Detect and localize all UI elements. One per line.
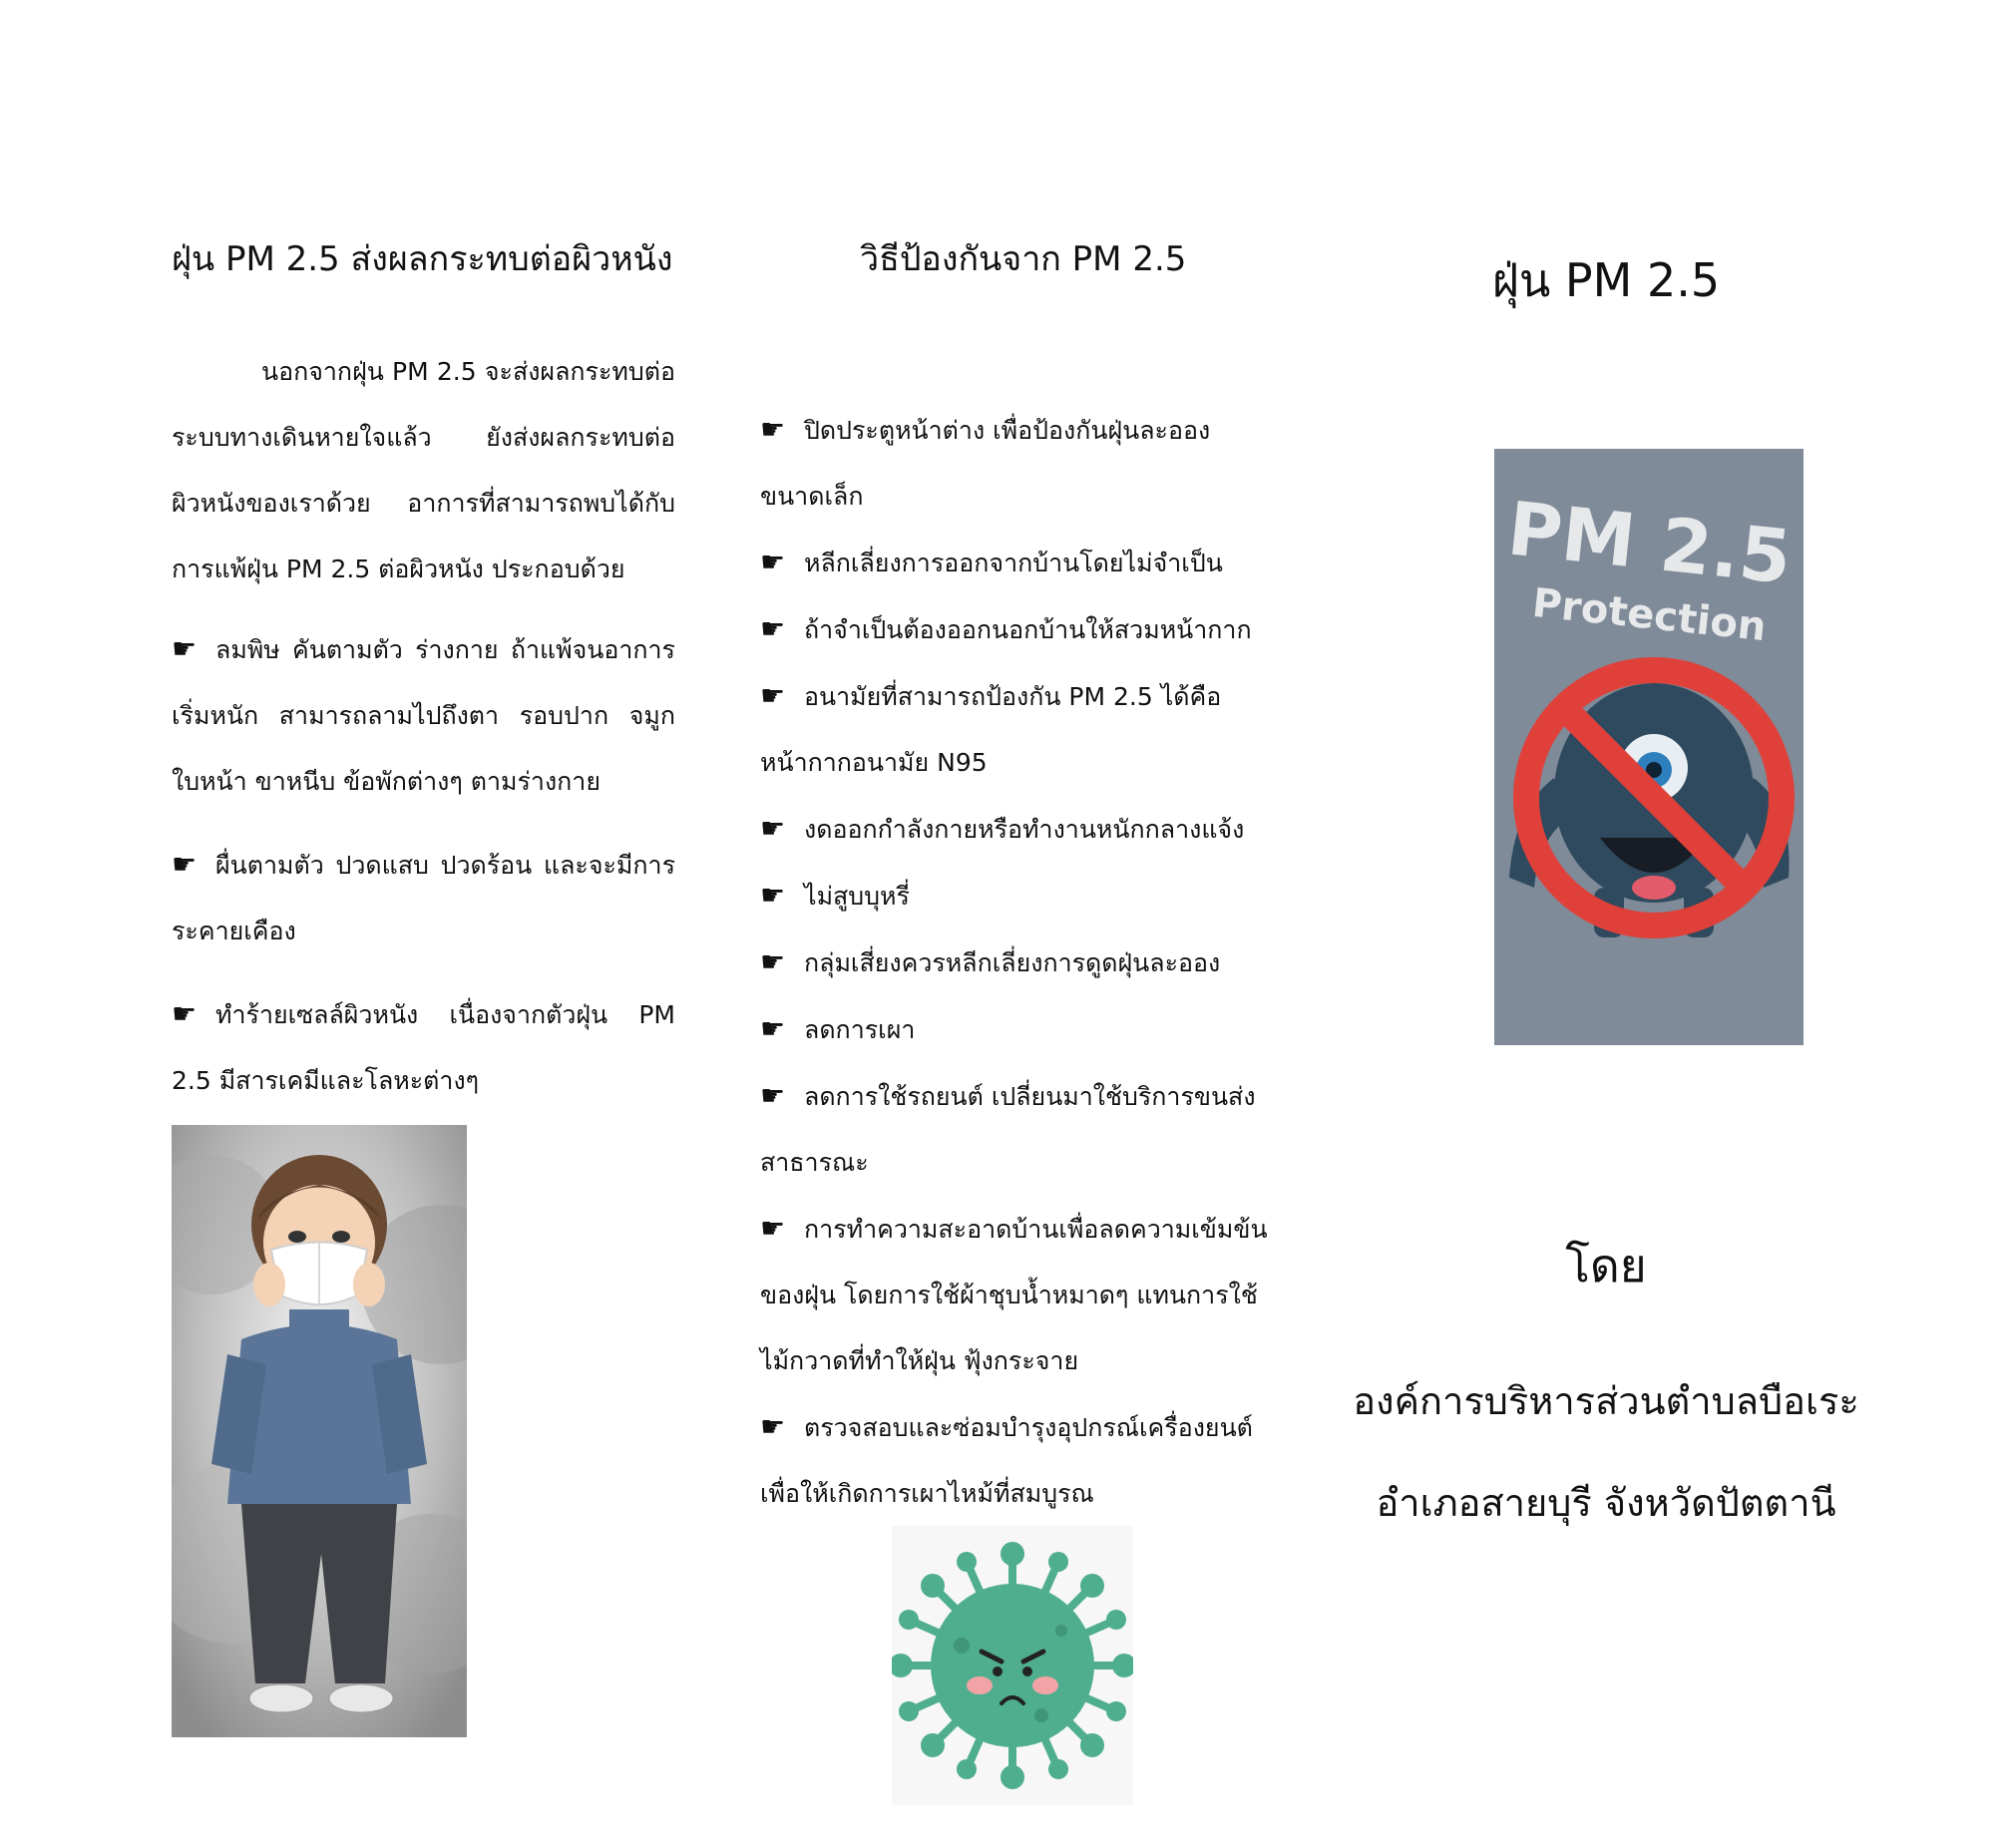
pointing-hand-icon: ☛: [760, 546, 786, 578]
pointing-hand-icon: ☛: [760, 1212, 786, 1245]
poster-line1: PM 2.5: [1503, 486, 1796, 601]
skin-effects-intro: นอกจากฝุ่น PM 2.5 จะส่งผลกระทบต่อระบบทางเดินหายใจแล้ว ยังส่งผลกระทบต่อผิวหนังของเราด้วย อาการที่สามารถพบได้กับการแพ้ฝุ่น PM 2.5 ต่อผิวหนัง ประกอบด้วย: [172, 357, 675, 583]
poster-line2: Protection: [1529, 579, 1769, 651]
skin-effect-item-2: [172, 832, 675, 964]
skin-effect-item-1-text: ลมพิษ คันตามตัว ร่างกาย ถ้าแพ้จนอาการเริ่มหนัก สามารถลามไปถึงตา รอบปาก จมูก ใบหน้า ขาหนีบ ข้อพักต่างๆ ตามร่างกาย: [172, 635, 675, 796]
pointing-hand-icon: ☛: [760, 612, 786, 645]
prevention-item: [760, 397, 1269, 530]
prevention-item: [760, 996, 1269, 1063]
pointing-hand-icon: ☛: [172, 632, 198, 665]
prevention-item: [760, 1394, 1269, 1527]
prevention-item-text: งดออกกำลังกายหรือทำงานหนักกลางแจ้ง: [804, 815, 1245, 844]
skin-effect-item-3: [172, 981, 675, 1114]
pointing-hand-icon: ☛: [760, 812, 786, 845]
prevention-title: วิธีป้องกันจาก PM 2.5: [860, 239, 1187, 279]
prevention-item: [760, 929, 1269, 996]
prevention-item: [760, 596, 1269, 663]
skin-effect-item-1: [172, 616, 675, 815]
organization-name: องค์การบริหารส่วนตำบลบือเระ: [1353, 1379, 1859, 1423]
pointing-hand-icon: ☛: [172, 848, 198, 881]
prevention-item: [760, 863, 1269, 929]
pointing-hand-icon: ☛: [760, 413, 786, 446]
prevention-item-text: ไม่สูบบุหรี่: [804, 882, 910, 911]
pointing-hand-icon: ☛: [760, 1410, 786, 1443]
pointing-hand-icon: ☛: [172, 997, 198, 1030]
skin-effects-title: ฝุ่น PM 2.5 ส่งผลกระทบต่อผิวหนัง: [172, 239, 673, 279]
prevention-item: [760, 1196, 1269, 1394]
pointing-hand-icon: ☛: [760, 1079, 786, 1112]
prevention-item: [760, 663, 1269, 796]
prevention-item: [760, 530, 1269, 596]
prevention-item-text: อนามัยที่สามารถป้องกัน PM 2.5 ได้คือหน้ากากอนามัย N95: [760, 682, 1222, 777]
prevention-item-text: ลดการใช้รถยนต์ เปลี่ยนมาใช้บริการขนส่งสาธารณะ: [760, 1082, 1256, 1177]
organization-location: อำเภอสายบุรี จังหวัดปัตตานี: [1376, 1481, 1836, 1525]
pointing-hand-icon: ☛: [760, 1012, 786, 1045]
prevention-item: [760, 1063, 1269, 1196]
pointing-hand-icon: ☛: [760, 879, 786, 912]
pm25-protection-poster: [1494, 449, 1804, 1045]
angry-virus-illustration: [892, 1526, 1133, 1805]
cover-title: ฝุ่น PM 2.5: [1491, 253, 1721, 307]
prevention-item-text: ถ้าจำเป็นต้องออกนอกบ้านให้สวมหน้ากาก: [804, 615, 1252, 644]
prevention-item-text: การทำความสะอาดบ้านเพื่อลดความเข้มข้นของฝุ่น โดยการใช้ผ้าชุบน้ำหมาดๆ แทนการใช้ไม้กวาดที่ทำให้ฝุ่น ฟุ้งกระจาย: [760, 1215, 1268, 1375]
skin-effect-item-3-text: ทำร้ายเซลล์ผิวหนัง เนื่องจากตัวฝุ่น PM 2.5 มีสารเคมีและโลหะต่างๆ: [172, 1000, 675, 1095]
masked-person-illustration: [172, 1125, 467, 1737]
pointing-hand-icon: ☛: [760, 945, 786, 978]
prevention-item-text: หลีกเลี่ยงการออกจากบ้านโดยไม่จำเป็น: [804, 549, 1223, 577]
pointing-hand-icon: ☛: [760, 679, 786, 712]
prevention-item-text: ลดการเผา: [804, 1015, 916, 1044]
skin-effect-item-2-text: ผื่นตามตัว ปวดแสบ ปวดร้อน และจะมีการระคายเคือง: [172, 851, 675, 945]
prevention-item: [760, 796, 1269, 863]
by-label: โดย: [1565, 1239, 1647, 1293]
prevention-item-text: ตรวจสอบและซ่อมบำรุงอุปกรณ์เครื่องยนต์เพื่อให้เกิดการเผาไหม้ที่สมบูรณ: [760, 1413, 1253, 1508]
prevention-list: [760, 397, 1269, 1527]
prevention-item-text: ปิดประตูหน้าต่าง เพื่อป้องกันฝุ่นละอองขนาดเล็ก: [760, 416, 1211, 511]
prevention-item-text: กลุ่มเสี่ยงควรหลีกเลี่ยงการดูดฝุ่นละออง: [804, 948, 1221, 977]
